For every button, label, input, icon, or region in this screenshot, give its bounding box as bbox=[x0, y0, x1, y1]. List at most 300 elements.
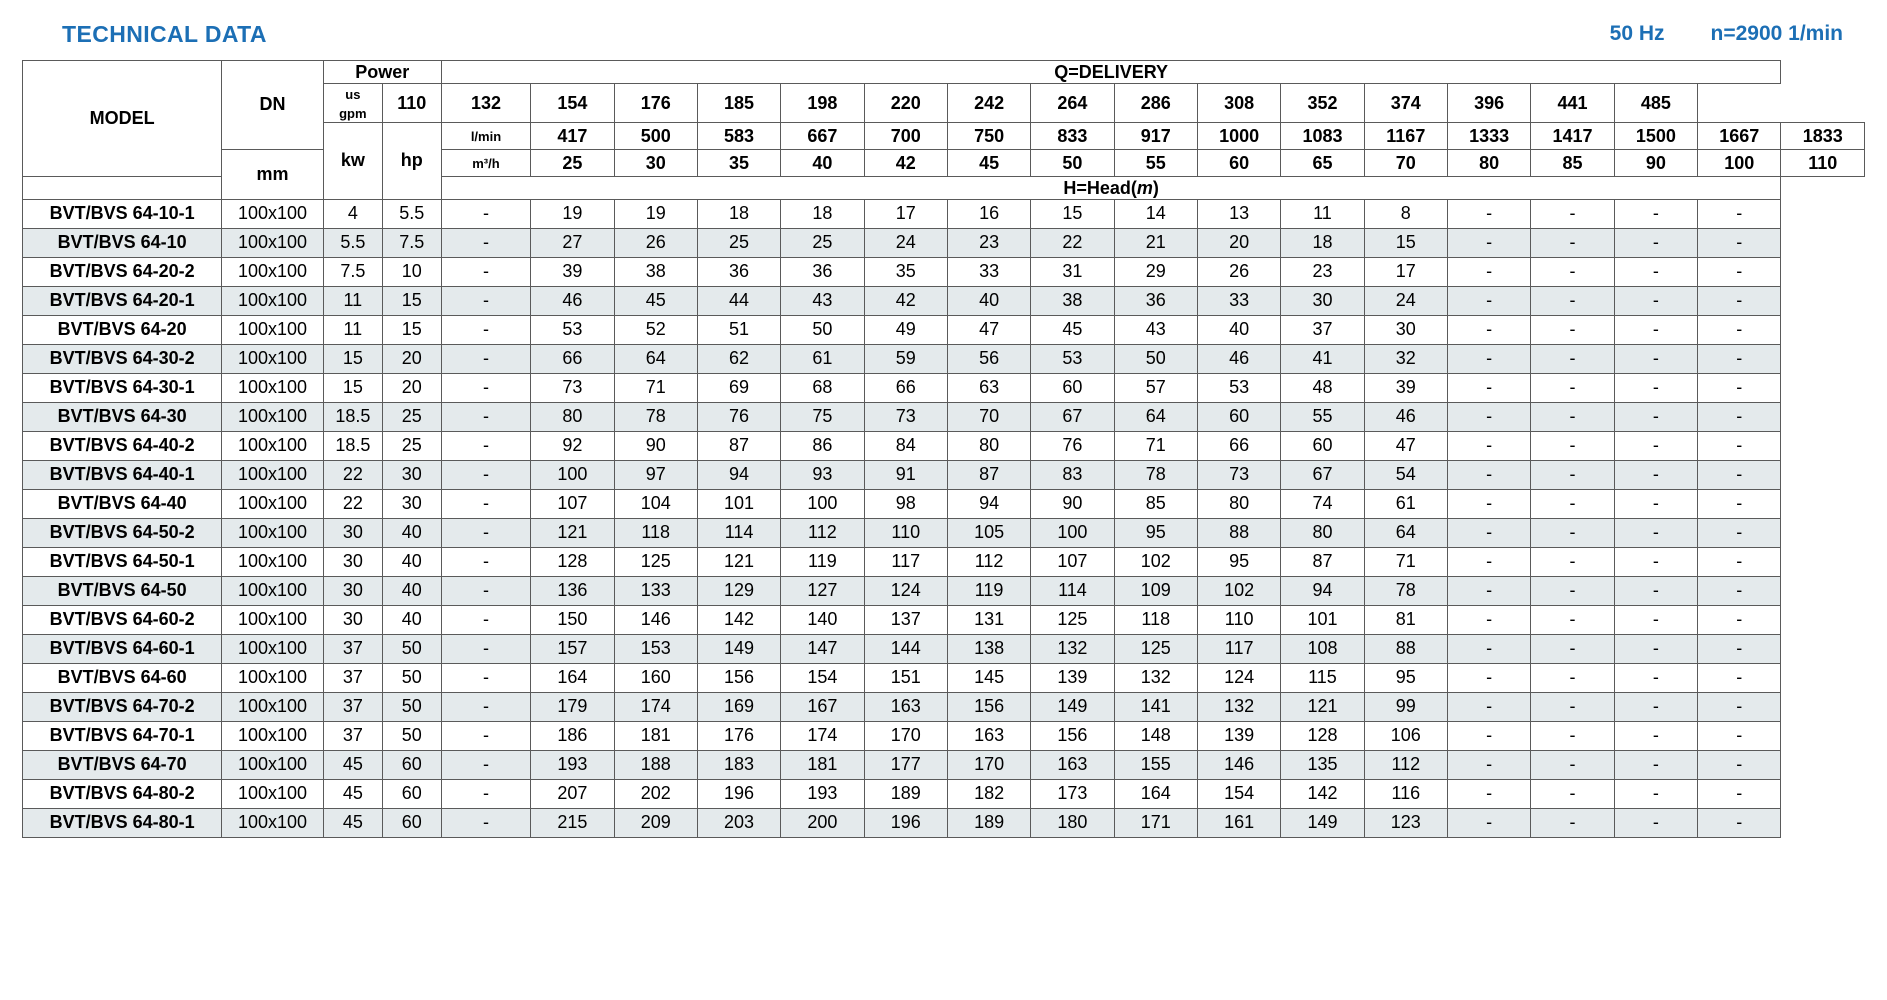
cell-dn: 100x100 bbox=[222, 576, 324, 605]
q-gpm-value: 352 bbox=[1281, 84, 1364, 123]
table-row bbox=[23, 489, 1865, 518]
cell-dn: 100x100 bbox=[222, 663, 324, 692]
cell-head-value: 203 bbox=[697, 808, 780, 837]
cell-head-value: - bbox=[1614, 257, 1697, 286]
cell-head-value: - bbox=[441, 605, 530, 634]
cell-model: BVT/BVS 64-10 bbox=[23, 228, 222, 257]
cell-head-value: 88 bbox=[1197, 518, 1280, 547]
cell-head-value: 118 bbox=[1114, 605, 1197, 634]
cell-head-value: - bbox=[1614, 373, 1697, 402]
cell-head-value: 8 bbox=[1364, 199, 1447, 228]
cell-head-value: - bbox=[1531, 431, 1614, 460]
cell-head-value: 154 bbox=[781, 663, 864, 692]
q-gpm-value: 132 bbox=[441, 84, 530, 123]
cell-head-value: - bbox=[1614, 199, 1697, 228]
cell-head-value: 112 bbox=[781, 518, 864, 547]
cell-head-value: 179 bbox=[531, 692, 614, 721]
header-model: MODEL bbox=[23, 61, 222, 177]
cell-head-value: - bbox=[441, 779, 530, 808]
cell-head-value: 207 bbox=[531, 779, 614, 808]
header-kw: kw bbox=[323, 122, 382, 199]
cell-head-value: 76 bbox=[697, 402, 780, 431]
cell-head-value: 117 bbox=[864, 547, 947, 576]
cell-dn: 100x100 bbox=[222, 460, 324, 489]
cell-dn: 100x100 bbox=[222, 257, 324, 286]
cell-hp: 50 bbox=[382, 663, 441, 692]
cell-head-value: 60 bbox=[1281, 431, 1364, 460]
cell-hp: 60 bbox=[382, 808, 441, 837]
cell-head-value: 141 bbox=[1114, 692, 1197, 721]
cell-head-value: 43 bbox=[1114, 315, 1197, 344]
cell-head-value: - bbox=[1614, 576, 1697, 605]
cell-head-value: 142 bbox=[697, 605, 780, 634]
cell-head-value: 53 bbox=[1197, 373, 1280, 402]
cell-head-value: 69 bbox=[697, 373, 780, 402]
cell-head-value: 125 bbox=[614, 547, 697, 576]
h-head-unit: m bbox=[1136, 177, 1153, 198]
q-lmin-value: 1667 bbox=[1698, 122, 1781, 149]
cell-head-value: - bbox=[1614, 431, 1697, 460]
cell-head-value: 196 bbox=[697, 779, 780, 808]
q-m3h-value: 42 bbox=[864, 149, 947, 176]
cell-head-value: 46 bbox=[1197, 344, 1280, 373]
cell-head-value: 36 bbox=[1114, 286, 1197, 315]
cell-model: BVT/BVS 64-20 bbox=[23, 315, 222, 344]
cell-head-value: - bbox=[1698, 779, 1781, 808]
table-row bbox=[23, 779, 1865, 808]
cell-head-value: 139 bbox=[1031, 663, 1114, 692]
cell-head-value: 38 bbox=[1031, 286, 1114, 315]
cell-head-value: - bbox=[1698, 808, 1781, 837]
cell-head-value: 167 bbox=[781, 692, 864, 721]
unit-m3h-label: m³/h bbox=[472, 156, 500, 172]
cell-head-value: 59 bbox=[864, 344, 947, 373]
cell-dn: 100x100 bbox=[222, 721, 324, 750]
cell-head-value: 62 bbox=[697, 344, 780, 373]
cell-head-value: 95 bbox=[1197, 547, 1280, 576]
cell-head-value: - bbox=[1614, 228, 1697, 257]
cell-head-value: 40 bbox=[947, 286, 1030, 315]
cell-head-value: 55 bbox=[1281, 402, 1364, 431]
cell-head-value: - bbox=[1447, 431, 1530, 460]
cell-kw: 18.5 bbox=[323, 402, 382, 431]
q-lmin-value: 700 bbox=[864, 122, 947, 149]
cell-hp: 25 bbox=[382, 402, 441, 431]
table-row bbox=[23, 257, 1865, 286]
cell-head-value: 125 bbox=[1114, 634, 1197, 663]
cell-head-value: - bbox=[1698, 460, 1781, 489]
cell-head-value: 66 bbox=[531, 344, 614, 373]
cell-head-value: 64 bbox=[1364, 518, 1447, 547]
q-m3h-value: 90 bbox=[1614, 149, 1697, 176]
cell-head-value: 155 bbox=[1114, 750, 1197, 779]
cell-head-value: - bbox=[1531, 489, 1614, 518]
cell-head-value: - bbox=[441, 315, 530, 344]
cell-head-value: 163 bbox=[947, 721, 1030, 750]
cell-head-value: 17 bbox=[864, 199, 947, 228]
cell-head-value: 101 bbox=[1281, 605, 1364, 634]
cell-kw: 15 bbox=[323, 344, 382, 373]
cell-head-value: 67 bbox=[1031, 402, 1114, 431]
cell-head-value: 78 bbox=[1114, 460, 1197, 489]
header-dn: DN bbox=[222, 61, 324, 150]
cell-head-value: 105 bbox=[947, 518, 1030, 547]
cell-head-value: 146 bbox=[1197, 750, 1280, 779]
cell-kw: 18.5 bbox=[323, 431, 382, 460]
q-m3h-value: 55 bbox=[1114, 149, 1197, 176]
cell-head-value: - bbox=[1531, 547, 1614, 576]
cell-head-value: 37 bbox=[1281, 315, 1364, 344]
technical-data-table bbox=[22, 60, 1865, 838]
table-row bbox=[23, 431, 1865, 460]
cell-head-value: 150 bbox=[531, 605, 614, 634]
cell-head-value: 164 bbox=[531, 663, 614, 692]
cell-hp: 5.5 bbox=[382, 199, 441, 228]
cell-kw: 37 bbox=[323, 634, 382, 663]
cell-head-value: - bbox=[1447, 576, 1530, 605]
cell-head-value: 18 bbox=[697, 199, 780, 228]
cell-head-value: 92 bbox=[531, 431, 614, 460]
cell-head-value: 51 bbox=[697, 315, 780, 344]
cell-head-value: - bbox=[1614, 779, 1697, 808]
cell-head-value: - bbox=[441, 228, 530, 257]
table-row bbox=[23, 199, 1865, 228]
q-lmin-value: 833 bbox=[1031, 122, 1114, 149]
cell-head-value: 170 bbox=[947, 750, 1030, 779]
cell-head-value: - bbox=[1447, 257, 1530, 286]
q-lmin-value: 667 bbox=[781, 122, 864, 149]
cell-model: BVT/BVS 64-50 bbox=[23, 576, 222, 605]
cell-head-value: 137 bbox=[864, 605, 947, 634]
cell-head-value: 54 bbox=[1364, 460, 1447, 489]
cell-model: BVT/BVS 64-50-1 bbox=[23, 547, 222, 576]
cell-head-value: 114 bbox=[697, 518, 780, 547]
cell-head-value: 97 bbox=[614, 460, 697, 489]
q-delivery-title: Q=DELIVERY bbox=[441, 61, 1781, 84]
cell-head-value: 87 bbox=[697, 431, 780, 460]
h-head-paren: ) bbox=[1152, 177, 1159, 198]
cell-head-value: - bbox=[441, 721, 530, 750]
cell-head-value: 123 bbox=[1364, 808, 1447, 837]
cell-head-value: - bbox=[1614, 402, 1697, 431]
cell-head-value: 44 bbox=[697, 286, 780, 315]
cell-head-value: 22 bbox=[1031, 228, 1114, 257]
cell-head-value: 87 bbox=[947, 460, 1030, 489]
cell-head-value: - bbox=[1447, 663, 1530, 692]
cell-head-value: 107 bbox=[1031, 547, 1114, 576]
table-row bbox=[23, 692, 1865, 721]
cell-head-value: - bbox=[441, 199, 530, 228]
cell-head-value: 132 bbox=[1114, 663, 1197, 692]
cell-head-value: 125 bbox=[1031, 605, 1114, 634]
cell-head-value: - bbox=[1531, 692, 1614, 721]
q-gpm-value: 242 bbox=[947, 84, 1030, 123]
cell-head-value: 182 bbox=[947, 779, 1030, 808]
cell-head-value: - bbox=[1698, 547, 1781, 576]
table-row bbox=[23, 344, 1865, 373]
cell-head-value: 57 bbox=[1114, 373, 1197, 402]
cell-head-value: - bbox=[1447, 750, 1530, 779]
cell-head-value: - bbox=[1531, 199, 1614, 228]
table-row bbox=[23, 315, 1865, 344]
cell-hp: 25 bbox=[382, 431, 441, 460]
cell-head-value: 100 bbox=[1031, 518, 1114, 547]
cell-head-value: - bbox=[1531, 576, 1614, 605]
cell-head-value: - bbox=[1614, 692, 1697, 721]
cell-hp: 30 bbox=[382, 489, 441, 518]
cell-head-value: 25 bbox=[781, 228, 864, 257]
cell-head-value: - bbox=[1447, 721, 1530, 750]
cell-head-value: 81 bbox=[1364, 605, 1447, 634]
cell-head-value: 215 bbox=[531, 808, 614, 837]
q-lmin-value: 1333 bbox=[1447, 122, 1530, 149]
q-m3h-value: 100 bbox=[1698, 149, 1781, 176]
cell-head-value: 64 bbox=[1114, 402, 1197, 431]
cell-head-value: - bbox=[1698, 663, 1781, 692]
cell-head-value: 83 bbox=[1031, 460, 1114, 489]
cell-dn: 100x100 bbox=[222, 634, 324, 663]
cell-head-value: - bbox=[441, 663, 530, 692]
cell-model: BVT/BVS 64-20-2 bbox=[23, 257, 222, 286]
cell-head-value: 33 bbox=[947, 257, 1030, 286]
cell-head-value: 48 bbox=[1281, 373, 1364, 402]
cell-head-value: 114 bbox=[1031, 576, 1114, 605]
cell-head-value: - bbox=[1614, 663, 1697, 692]
cell-head-value: - bbox=[1614, 286, 1697, 315]
cell-head-value: 156 bbox=[947, 692, 1030, 721]
cell-head-value: 53 bbox=[531, 315, 614, 344]
q-lmin-value: 583 bbox=[697, 122, 780, 149]
q-lmin-value: 500 bbox=[614, 122, 697, 149]
cell-kw: 22 bbox=[323, 489, 382, 518]
cell-head-value: 14 bbox=[1114, 199, 1197, 228]
cell-head-value: 112 bbox=[1364, 750, 1447, 779]
cell-dn: 100x100 bbox=[222, 373, 324, 402]
cell-head-value: 18 bbox=[1281, 228, 1364, 257]
cell-hp: 40 bbox=[382, 605, 441, 634]
unit-us-label: us bbox=[345, 87, 361, 102]
q-m3h-value: 25 bbox=[531, 149, 614, 176]
cell-dn: 100x100 bbox=[222, 228, 324, 257]
cell-head-value: 136 bbox=[531, 576, 614, 605]
cell-head-value: 121 bbox=[697, 547, 780, 576]
cell-head-value: 146 bbox=[614, 605, 697, 634]
cell-head-value: 23 bbox=[947, 228, 1030, 257]
cell-head-value: 163 bbox=[864, 692, 947, 721]
cell-head-value: - bbox=[1447, 199, 1530, 228]
cell-head-value: 85 bbox=[1114, 489, 1197, 518]
cell-head-value: - bbox=[1698, 692, 1781, 721]
cell-head-value: - bbox=[1531, 460, 1614, 489]
cell-head-value: 117 bbox=[1197, 634, 1280, 663]
cell-head-value: 42 bbox=[864, 286, 947, 315]
cell-model: BVT/BVS 64-40-1 bbox=[23, 460, 222, 489]
cell-dn: 100x100 bbox=[222, 808, 324, 837]
header-row-gpm bbox=[23, 61, 1865, 84]
cell-head-value: - bbox=[1698, 431, 1781, 460]
cell-head-value: 188 bbox=[614, 750, 697, 779]
q-m3h-value: 110 bbox=[1781, 149, 1865, 176]
cell-head-value: - bbox=[441, 257, 530, 286]
cell-head-value: - bbox=[1447, 518, 1530, 547]
cell-head-value: 75 bbox=[781, 402, 864, 431]
table-row bbox=[23, 808, 1865, 837]
cell-head-value: 87 bbox=[1281, 547, 1364, 576]
cell-dn: 100x100 bbox=[222, 315, 324, 344]
cell-head-value: 43 bbox=[781, 286, 864, 315]
table-row bbox=[23, 518, 1865, 547]
cell-dn: 100x100 bbox=[222, 199, 324, 228]
cell-head-value: 98 bbox=[864, 489, 947, 518]
q-m3h-value: 45 bbox=[947, 149, 1030, 176]
cell-head-value: - bbox=[1698, 344, 1781, 373]
cell-head-value: 128 bbox=[1281, 721, 1364, 750]
cell-dn: 100x100 bbox=[222, 547, 324, 576]
cell-head-value: 66 bbox=[864, 373, 947, 402]
cell-head-value: 60 bbox=[1031, 373, 1114, 402]
cell-kw: 7.5 bbox=[323, 257, 382, 286]
cell-head-value: 61 bbox=[1364, 489, 1447, 518]
cell-head-value: 173 bbox=[1031, 779, 1114, 808]
cell-head-value: 151 bbox=[864, 663, 947, 692]
q-m3h-value: 35 bbox=[697, 149, 780, 176]
cell-head-value: 17 bbox=[1364, 257, 1447, 286]
q-m3h-value: 50 bbox=[1031, 149, 1114, 176]
q-gpm-value: 485 bbox=[1614, 84, 1697, 123]
cell-head-value: - bbox=[1698, 402, 1781, 431]
cell-head-value: 124 bbox=[864, 576, 947, 605]
cell-hp: 7.5 bbox=[382, 228, 441, 257]
cell-head-value: 186 bbox=[531, 721, 614, 750]
q-gpm-value: 176 bbox=[614, 84, 697, 123]
cell-dn: 100x100 bbox=[222, 286, 324, 315]
cell-head-value: 124 bbox=[1197, 663, 1280, 692]
cell-head-value: 174 bbox=[614, 692, 697, 721]
cell-head-value: 71 bbox=[1364, 547, 1447, 576]
cell-head-value: 112 bbox=[947, 547, 1030, 576]
cell-head-value: 180 bbox=[1031, 808, 1114, 837]
cell-head-value: 36 bbox=[697, 257, 780, 286]
q-lmin-value: 917 bbox=[1114, 122, 1197, 149]
cell-head-value: - bbox=[1531, 315, 1614, 344]
q-m3h-value: 80 bbox=[1447, 149, 1530, 176]
q-gpm-value: 154 bbox=[531, 84, 614, 123]
cell-head-value: 133 bbox=[614, 576, 697, 605]
cell-head-value: 108 bbox=[1281, 634, 1364, 663]
cell-model: BVT/BVS 64-30-2 bbox=[23, 344, 222, 373]
h-head-label: H=Head( bbox=[1063, 177, 1137, 198]
cell-head-value: - bbox=[1531, 634, 1614, 663]
cell-head-value: 161 bbox=[1197, 808, 1280, 837]
cell-head-value: 26 bbox=[1197, 257, 1280, 286]
cell-head-value: - bbox=[1698, 634, 1781, 663]
cell-head-value: 33 bbox=[1197, 286, 1280, 315]
cell-head-value: 56 bbox=[947, 344, 1030, 373]
cell-dn: 100x100 bbox=[222, 431, 324, 460]
cell-head-value: - bbox=[1698, 315, 1781, 344]
speed-label: n=2900 1/min bbox=[1710, 22, 1843, 45]
cell-dn: 100x100 bbox=[222, 518, 324, 547]
cell-head-value: 27 bbox=[531, 228, 614, 257]
cell-head-value: 78 bbox=[614, 402, 697, 431]
cell-head-value: 68 bbox=[781, 373, 864, 402]
header-hp: hp bbox=[382, 122, 441, 199]
cell-head-value: - bbox=[1531, 518, 1614, 547]
cell-head-value: 95 bbox=[1364, 663, 1447, 692]
cell-head-value: 140 bbox=[781, 605, 864, 634]
cell-kw: 22 bbox=[323, 460, 382, 489]
cell-head-value: 99 bbox=[1364, 692, 1447, 721]
cell-hp: 60 bbox=[382, 750, 441, 779]
cell-head-value: 118 bbox=[614, 518, 697, 547]
cell-head-value: 24 bbox=[1364, 286, 1447, 315]
h-head-title bbox=[441, 176, 1781, 199]
cell-head-value: - bbox=[1447, 779, 1530, 808]
cell-head-value: 189 bbox=[864, 779, 947, 808]
cell-head-value: 169 bbox=[697, 692, 780, 721]
cell-head-value: - bbox=[441, 634, 530, 663]
cell-head-value: 149 bbox=[1031, 692, 1114, 721]
cell-head-value: 183 bbox=[697, 750, 780, 779]
table-header bbox=[23, 61, 1865, 200]
cell-hp: 40 bbox=[382, 518, 441, 547]
cell-head-value: - bbox=[1531, 721, 1614, 750]
cell-head-value: 181 bbox=[781, 750, 864, 779]
table-row bbox=[23, 634, 1865, 663]
cell-head-value: 40 bbox=[1197, 315, 1280, 344]
cell-hp: 15 bbox=[382, 315, 441, 344]
cell-head-value: - bbox=[1698, 576, 1781, 605]
cell-head-value: - bbox=[441, 373, 530, 402]
cell-head-value: 41 bbox=[1281, 344, 1364, 373]
table-row bbox=[23, 605, 1865, 634]
cell-head-value: 80 bbox=[531, 402, 614, 431]
cell-head-value: 80 bbox=[1281, 518, 1364, 547]
cell-head-value: 163 bbox=[1031, 750, 1114, 779]
cell-model: BVT/BVS 64-10-1 bbox=[23, 199, 222, 228]
cell-hp: 15 bbox=[382, 286, 441, 315]
cell-head-value: 19 bbox=[614, 199, 697, 228]
cell-head-value: 156 bbox=[697, 663, 780, 692]
cell-head-value: - bbox=[1614, 315, 1697, 344]
cell-kw: 45 bbox=[323, 779, 382, 808]
cell-head-value: 121 bbox=[1281, 692, 1364, 721]
cell-head-value: 200 bbox=[781, 808, 864, 837]
cell-head-value: - bbox=[1447, 402, 1530, 431]
cell-head-value: - bbox=[1531, 605, 1614, 634]
cell-head-value: 53 bbox=[1031, 344, 1114, 373]
page-title: TECHNICAL DATA bbox=[62, 20, 267, 47]
cell-head-value: - bbox=[1531, 344, 1614, 373]
cell-head-value: 90 bbox=[1031, 489, 1114, 518]
page-header bbox=[22, 14, 1865, 54]
cell-hp: 40 bbox=[382, 547, 441, 576]
header-unit-m3h bbox=[441, 149, 530, 176]
cell-head-value: 11 bbox=[1281, 199, 1364, 228]
q-gpm-value: 396 bbox=[1447, 84, 1530, 123]
cell-head-value: - bbox=[1447, 373, 1530, 402]
cell-hp: 60 bbox=[382, 779, 441, 808]
cell-head-value: 91 bbox=[864, 460, 947, 489]
cell-head-value: 13 bbox=[1197, 199, 1280, 228]
cell-head-value: 139 bbox=[1197, 721, 1280, 750]
q-gpm-value: 198 bbox=[781, 84, 864, 123]
cell-head-value: - bbox=[441, 344, 530, 373]
cell-head-value: 18 bbox=[781, 199, 864, 228]
table-row bbox=[23, 460, 1865, 489]
cell-model: BVT/BVS 64-80-2 bbox=[23, 779, 222, 808]
cell-head-value: 147 bbox=[781, 634, 864, 663]
